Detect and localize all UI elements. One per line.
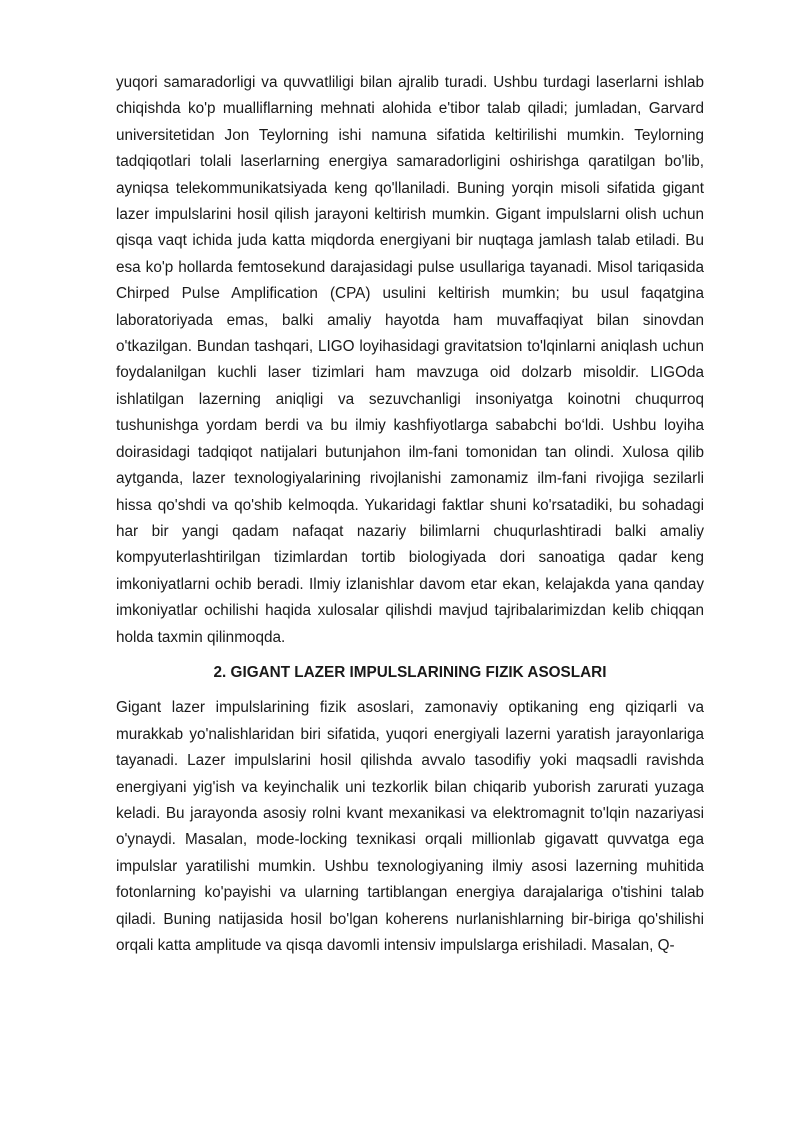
intro-paragraph: yuqori samaradorligi va quvvatliligi bilan ajralib turadi. Ushbu turdagi laserlarni ishlab chiqishda ko'p mualliflarning mehnati alohida e'tibor talab qiladi; jumladan, Garvard universitetidan Jon Teylorning ishi namuna sifatida keltirilishi mumkin. Teylorning tadqiqotlari tolali laserlarning energiya samaradorligini oshirishga qaratilgan bo'lib, ayniqsa telekommunikatsiyada keng qo'llaniladi. Buning yorqin misoli sifatida gigant lazer impulslarini hosil qilish jarayoni keltirish mumkin. Gigant impulslarni olish uchun qisqa vaqt ichida juda katta miqdorda energiyani bir nuqtaga jamlash talab etiladi. Bu esa ko'p hollarda femtosekund darajasidagi pulse usullariga tayanadi. Misol tariqasida Chirped Pulse Amplification (CPA) usulini keltirish mumkin; bu usul faqatgina laboratoriyada emas, balki amaliy hayotda ham muvaffaqiyat bilan sinovdan o'tkazilgan. Bundan tashqari, LIGO loyihasidagi gravitatsion to'lqinlarni aniqlash uchun foydalanilgan kuchli laser tizimlari ham mavzuga oid dolzarb misoldir. LIGOda ishlatilgan lazerning aniqligi va sezuvchanligi insoniyatga koinotni chuqurroq tushunishga yordam berdi va bu ilmiy kashfiyotlarga sababchi bo‘ldi. Ushbu loyiha doirasidagi tadqiqot natijalari butunjahon ilm-fani tomonidan tan olindi. Xulosa qilib aytganda, lazer texnologiyalarining rivojlanishi zamonamiz ilm-fani rivojiga sezilarli hissa qo'shdi va qo'shib kelmoqda. Yukaridagi faktlar shuni ko'rsatadiki, bu sohadagi har bir yangi qadam nafaqat nazariy bilimlarni chuqurlashtiradi balki amaliy kompyuterlashtirilgan tizimlardan tortib biologiyada dori sanoatiga qadar keng imkoniyatlarni ochib beradi. Ilmiy izlanishlar davom etar ekan, kelajakda yana qanday imkoniyatlar ochilishi haqida xulosalar qilishdi mavjud tajribalarimizdan kelib chiqqan holda taxmin qilinmoqda. bbox=[116, 74, 704, 646]
document-page bbox=[116, 70, 704, 959]
section-heading: 2. GIGANT LAZER IMPULSLARINING FIZIK ASOSLARI bbox=[213, 663, 607, 681]
section-2-paragraph: Gigant lazer impulslarining fizik asoslari, zamonaviy optikaning eng qiziqarli va murakkab yo'nalishlaridan biri sifatida, yuqori energiyali lazerni yaratish jarayonlariga tayanadi. Lazer impulslarini hosil qilishda avvalo tasodifiy yoki maqsadli ravishda energiyani yig'ish va keyinchalik uni tezkorlik bilan chiqarib yuborish zarurati yuzaga keladi. Bu jarayonda asosiy rolni kvant mexanikasi va elektromagnit to'lqin nazariyasi o'ynaydi. Masalan, mode-locking texnikasi orqali millionlab gigavatt quvvatga ega impulslar yaratilishi mumkin. Ushbu texnologiyaning ilmiy asosi lazerning muhitida fotonlarning ko'payishi va ularning tartiblangan energiya darajalariga o'tishini talab qiladi. Buning natijasida hosil bo'lgan koherens nurlanishlarning bir-biriga qo'shilishi orqali katta amplitude va qisqa davomli intensiv impulslarga erishiladi. Masalan, Q- bbox=[116, 699, 704, 954]
